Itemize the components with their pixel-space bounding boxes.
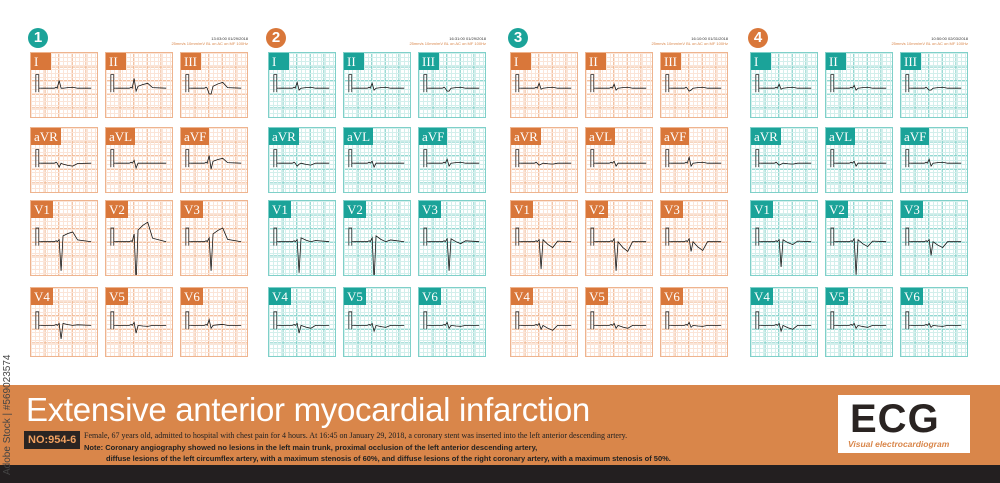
lead-iii — [900, 52, 968, 118]
ecg-trace — [761, 240, 811, 267]
lead-v2 — [343, 200, 411, 276]
ecg-trace — [911, 240, 961, 256]
lead-label: II — [826, 53, 846, 70]
calibration-pulse — [831, 75, 836, 92]
lead-label: V2 — [344, 201, 366, 218]
ecg-trace — [354, 161, 404, 167]
ecg-trace — [911, 87, 961, 90]
calibration-pulse — [186, 150, 191, 167]
ecg-trace — [116, 79, 166, 92]
ecg-trace — [596, 161, 646, 166]
calibration-pulse — [516, 312, 521, 329]
ecg-trace — [596, 323, 646, 328]
recording-info — [651, 36, 728, 46]
lead-avr — [268, 127, 336, 193]
calibration-pulse — [831, 228, 836, 246]
ecg-trace — [354, 83, 404, 90]
calibration-pulse — [516, 150, 521, 167]
lead-avl — [585, 127, 653, 193]
lead-iii — [180, 52, 248, 118]
ecg-trace — [41, 80, 91, 88]
calibration-pulse — [756, 75, 761, 92]
calibration-pulse — [424, 228, 429, 246]
ecg-panel-1 — [30, 28, 248, 360]
calibration-pulse — [424, 150, 429, 167]
ecg-trace — [279, 238, 329, 273]
lead-label: II — [344, 53, 364, 70]
lead-v6 — [660, 287, 728, 357]
lead-v5 — [105, 287, 173, 357]
ecg-trace — [596, 84, 646, 90]
lead-label: I — [31, 53, 51, 70]
lead-v3 — [900, 200, 968, 276]
note-line-2: diffuse lesions of the left circumflex artery, with a maximum stenosis of 60%, and diffuse lesions of the right coronary artery, with a maximum stenosis of 50%. — [106, 454, 671, 463]
lead-label: V1 — [751, 201, 773, 218]
lead-label: V6 — [181, 288, 203, 305]
recording-settings: 25mm/s 10mm/mV BL on AC on MF 100Hz — [651, 41, 728, 46]
case-description: Female, 67 years old, admitted to hospital with chest pain for 4 hours. At 16:45 on January 29, 2018, a coronary stent was inserted into the left anterior descending artery. — [84, 431, 628, 440]
recording-info — [171, 36, 248, 46]
ecg-trace — [671, 322, 721, 327]
lead-label: V3 — [181, 201, 203, 218]
lead-label: aVF — [901, 128, 929, 145]
lead-v2 — [825, 200, 893, 276]
calibration-pulse — [831, 150, 836, 167]
lead-label: V1 — [31, 201, 53, 218]
calibration-pulse — [349, 312, 354, 329]
calibration-pulse — [349, 150, 354, 167]
calibration-pulse — [516, 228, 521, 246]
lead-v3 — [418, 200, 486, 276]
lead-v1 — [268, 200, 336, 276]
ecg-trace — [191, 82, 241, 94]
calibration-pulse — [591, 228, 596, 246]
calibration-pulse — [906, 228, 911, 246]
lead-label: III — [181, 53, 201, 70]
lead-label: aVR — [511, 128, 541, 145]
calibration-pulse — [666, 75, 671, 92]
ecg-trace — [671, 239, 721, 252]
calibration-pulse — [756, 150, 761, 167]
ecg-trace — [671, 157, 721, 166]
lead-avf — [660, 127, 728, 193]
panel-number-badge: 4 — [748, 28, 768, 48]
ecg-trace — [836, 323, 886, 328]
calibration-pulse — [756, 312, 761, 329]
ecg-trace — [596, 239, 646, 271]
panel-number-badge: 1 — [28, 28, 48, 48]
page-title: Extensive anterior myocardial infarction — [26, 391, 590, 428]
lead-label: aVL — [586, 128, 615, 145]
lead-label: I — [511, 53, 531, 70]
lead-v1 — [30, 200, 98, 276]
title-banner — [0, 385, 1000, 465]
calibration-pulse — [274, 150, 279, 167]
ecg-logo — [838, 395, 970, 453]
lead-label: V5 — [826, 288, 848, 305]
calibration-pulse — [186, 312, 191, 329]
lead-v1 — [750, 200, 818, 276]
lead-v6 — [180, 287, 248, 357]
ecg-trace — [836, 85, 886, 90]
ecg-trace — [41, 162, 91, 167]
lead-ii — [585, 52, 653, 118]
lead-label: V1 — [269, 201, 291, 218]
calibration-pulse — [349, 75, 354, 92]
timestamp: 10:50:00 02/03/2018 — [931, 36, 968, 41]
lead-label: V5 — [106, 288, 128, 305]
lead-label: aVF — [661, 128, 689, 145]
lead-label: aVL — [106, 128, 135, 145]
lead-label: III — [901, 53, 921, 70]
lead-label: V3 — [661, 201, 683, 218]
calibration-pulse — [666, 228, 671, 246]
lead-i — [750, 52, 818, 118]
ecg-panel-2 — [268, 28, 486, 360]
lead-ii — [105, 52, 173, 118]
lead-avr — [510, 127, 578, 193]
recording-info — [891, 36, 968, 46]
calibration-pulse — [36, 150, 41, 167]
logo-text: ECG — [850, 397, 940, 441]
lead-label: II — [586, 53, 606, 70]
calibration-pulse — [666, 150, 671, 167]
ecg-trace — [521, 323, 571, 330]
lead-label: aVL — [344, 128, 373, 145]
ecg-trace — [116, 160, 166, 168]
lead-v5 — [585, 287, 653, 357]
ecg-trace — [429, 159, 479, 166]
lead-label: I — [751, 53, 771, 70]
lead-v5 — [343, 287, 411, 357]
lead-label: III — [661, 53, 681, 70]
ecg-trace — [429, 239, 479, 271]
lead-v6 — [900, 287, 968, 357]
lead-label: V2 — [586, 201, 608, 218]
lead-label: V5 — [586, 288, 608, 305]
calibration-pulse — [906, 312, 911, 329]
calibration-pulse — [424, 75, 429, 92]
calibration-pulse — [424, 312, 429, 329]
ecg-trace — [116, 222, 166, 275]
calibration-pulse — [666, 312, 671, 329]
timestamp: 16:10:00 01/31/2018 — [691, 36, 728, 41]
ecg-trace — [671, 87, 721, 91]
lead-label: V5 — [344, 288, 366, 305]
ecg-trace — [521, 240, 571, 269]
lead-label: V4 — [751, 288, 773, 305]
ecg-trace — [911, 323, 961, 327]
recording-settings: 25mm/s 10mm/mV BL on AC on MF 100Hz — [171, 41, 248, 46]
lead-i — [30, 52, 98, 118]
lead-iii — [418, 52, 486, 118]
lead-label: V3 — [419, 201, 441, 218]
ecg-trace — [279, 82, 329, 90]
lead-label: V4 — [511, 288, 533, 305]
panel-number-badge: 3 — [508, 28, 528, 48]
ecg-trace — [761, 84, 811, 89]
calibration-pulse — [111, 228, 116, 246]
ecg-trace — [191, 155, 241, 169]
ecg-trace — [279, 323, 329, 333]
lead-avr — [30, 127, 98, 193]
calibration-pulse — [36, 75, 41, 92]
ecg-trace — [521, 83, 571, 89]
note-line-1: Note: Coronary angiography showed no lesions in the left main trunk, proximal occlusion of the left anterior descending artery, — [84, 443, 538, 452]
calibration-pulse — [274, 75, 279, 92]
calibration-pulse — [516, 75, 521, 92]
ecg-trace — [429, 322, 479, 328]
lead-v4 — [510, 287, 578, 357]
calibration-pulse — [831, 312, 836, 329]
recording-settings: 25mm/s 10mm/mV BL on AC on MF 100Hz — [891, 41, 968, 46]
calibration-pulse — [591, 150, 596, 167]
lead-avf — [900, 127, 968, 193]
lead-v5 — [825, 287, 893, 357]
lead-i — [510, 52, 578, 118]
lead-v2 — [585, 200, 653, 276]
lead-v1 — [510, 200, 578, 276]
ecg-trace — [354, 323, 404, 331]
ecg-trace — [191, 320, 241, 329]
ecg-trace — [41, 232, 91, 271]
ecg-trace — [429, 87, 479, 91]
calibration-pulse — [36, 312, 41, 329]
calibration-pulse — [186, 228, 191, 246]
lead-label: V4 — [269, 288, 291, 305]
lead-v4 — [268, 287, 336, 357]
calibration-pulse — [274, 228, 279, 246]
lead-ii — [825, 52, 893, 118]
lead-label: V6 — [661, 288, 683, 305]
lead-label: V1 — [511, 201, 533, 218]
ecg-trace — [836, 161, 886, 166]
lead-avl — [105, 127, 173, 193]
calibration-pulse — [756, 228, 761, 246]
lead-avl — [343, 127, 411, 193]
lead-avf — [418, 127, 486, 193]
calibration-pulse — [906, 150, 911, 167]
ecg-panel-4 — [750, 28, 968, 360]
timestamp: 16:31:00 01/29/2018 — [449, 36, 486, 41]
ecg-trace — [279, 162, 329, 166]
lead-label: aVF — [419, 128, 447, 145]
lead-ii — [343, 52, 411, 118]
lead-v4 — [750, 287, 818, 357]
calibration-pulse — [186, 75, 191, 92]
footer-bar — [0, 465, 1000, 483]
lead-label: V2 — [106, 201, 128, 218]
ecg-trace — [116, 322, 166, 333]
calibration-pulse — [274, 312, 279, 329]
logo-subtitle: Visual electrocardiogram — [848, 439, 950, 449]
ecg-trace — [911, 159, 961, 166]
ecg-trace — [41, 323, 91, 339]
calibration-pulse — [111, 75, 116, 92]
timestamp: 13:03:00 01/29/2018 — [211, 36, 248, 41]
lead-v4 — [30, 287, 98, 357]
calibration-pulse — [111, 150, 116, 167]
ecg-trace — [191, 228, 241, 271]
lead-iii — [660, 52, 728, 118]
lead-label: aVR — [31, 128, 61, 145]
ecg-trace — [354, 236, 404, 275]
recording-info — [409, 36, 486, 46]
recording-settings: 25mm/s 10mm/mV BL on AC on MF 100Hz — [409, 41, 486, 46]
lead-avf — [180, 127, 248, 193]
ecg-trace — [836, 239, 886, 275]
lead-label: aVF — [181, 128, 209, 145]
calibration-pulse — [349, 228, 354, 246]
lead-avl — [825, 127, 893, 193]
calibration-pulse — [591, 312, 596, 329]
lead-v2 — [105, 200, 173, 276]
lead-label: V6 — [419, 288, 441, 305]
calibration-pulse — [36, 228, 41, 246]
lead-v3 — [180, 200, 248, 276]
ecg-trace — [761, 323, 811, 331]
lead-label: aVR — [751, 128, 781, 145]
lead-label: V4 — [31, 288, 53, 305]
watermark: Adobe Stock | #569023574 — [2, 354, 13, 475]
lead-label: V3 — [901, 201, 923, 218]
case-number-badge: NO:954-6 — [24, 431, 80, 449]
case-note — [84, 442, 671, 464]
lead-label: aVR — [269, 128, 299, 145]
lead-avr — [750, 127, 818, 193]
calibration-pulse — [111, 312, 116, 329]
calibration-pulse — [591, 75, 596, 92]
ecg-panel-3 — [510, 28, 728, 360]
lead-label: aVL — [826, 128, 855, 145]
lead-i — [268, 52, 336, 118]
calibration-pulse — [906, 75, 911, 92]
ecg-trace — [761, 162, 811, 165]
lead-v6 — [418, 287, 486, 357]
lead-label: V2 — [826, 201, 848, 218]
lead-label: I — [269, 53, 289, 70]
lead-v3 — [660, 200, 728, 276]
lead-label: III — [419, 53, 439, 70]
lead-label: II — [106, 53, 126, 70]
ecg-trace — [521, 162, 571, 165]
panel-number-badge: 2 — [266, 28, 286, 48]
lead-label: V6 — [901, 288, 923, 305]
